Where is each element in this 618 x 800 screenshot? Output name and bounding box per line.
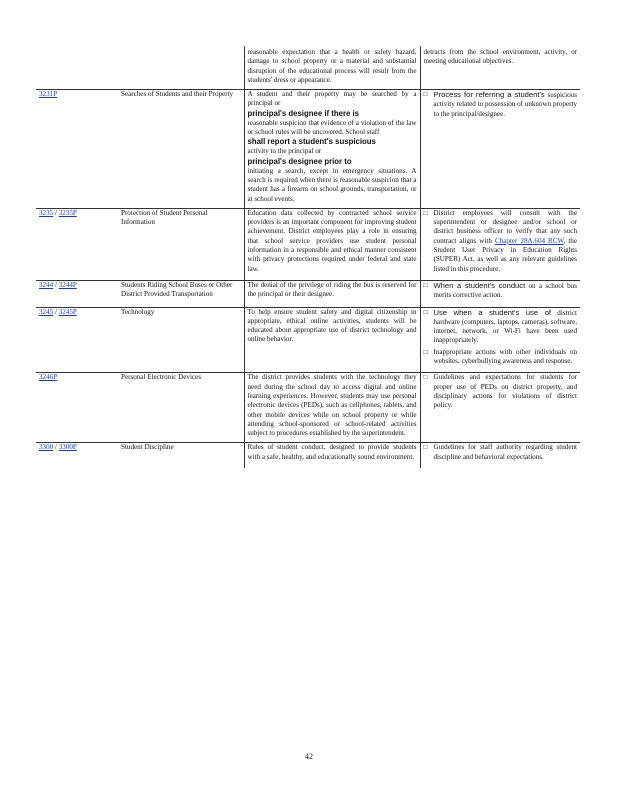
policy-code-cell: [36, 280, 118, 307]
policy-description: [244, 90, 420, 209]
table-row: [36, 373, 580, 443]
policy-title: Protection of Student Personal Information: [118, 208, 244, 280]
policy-title: Technology: [118, 307, 244, 373]
bullet-body: detracts from the school environment, activity, or meeting educational objectives.: [423, 48, 577, 66]
policy-title: Students Riding School Buses or Other District Provided Transportation: [118, 280, 244, 307]
policy-title: Searches of Students and their Property: [118, 90, 244, 209]
policy-title: Student Discipline: [118, 443, 244, 468]
procedure-notes: [420, 280, 580, 307]
policy-code-cell: [36, 373, 118, 443]
policy-code-cell: [36, 46, 118, 90]
description-text: Education data collected by contracted school service providers is an important component for improving student achievement. District employees play a role in ensuring that school service providers use student personal information in a responsible and ethical manner consistent with privacy protections required under federal and state law.: [247, 208, 417, 273]
policy-title: Personal Electronic Devices: [118, 373, 244, 443]
bullet-body: Guidelines and expectations for students for proper use of PEDs on district property, and disciplinary actions for violations of district policy.: [433, 373, 577, 410]
description-text: reasonable expectation that a health or safety hazard, damage to school property or a material and substantial disruption of the educational process will result from the students' dress or appearance.: [247, 48, 417, 84]
bullet-box-icon: □: [423, 348, 428, 356]
policy-title: [118, 46, 244, 90]
bullet-text: [424, 48, 578, 67]
policy-link[interactable]: 3231P: [39, 90, 58, 99]
bullet-body: Inappropriate actions with other individuals on websites, cyberbullying awareness and response.: [433, 347, 577, 366]
procedure-link[interactable]: 3244P: [58, 280, 77, 289]
procedure-notes: [420, 46, 580, 90]
description-text: The district provides students with the technology they need during the school day to access digital and online learning experiences. However, students may use personal electronic devices (PEDs), such as cellphones, tablets, and other mobile devices while on school property or while attending school-sponsored or school-related activities subject to procedures established by the superintendent.: [247, 373, 417, 438]
bullet-item: [424, 373, 578, 410]
policy-code-cell: [36, 307, 118, 373]
procedure-link[interactable]: 3245P: [58, 307, 77, 316]
bullet-item: [424, 348, 578, 367]
description-text: initiating a search, except in emergency situations. A search is required when there is reasonable suspicion that a student has a firearm on school grounds, transportation, or at school events.: [247, 166, 417, 203]
page-number: 42: [305, 752, 313, 761]
code-separator: /: [53, 280, 59, 289]
emphasized-text: principal's designee if there is: [247, 108, 359, 118]
bullet-box-icon: □: [423, 281, 428, 289]
bullet-body: District employees will consult with the superintendent or designee and/or school or district business officer to verify that any such contract aligns with: [433, 208, 577, 245]
table-row: [36, 208, 580, 280]
description-text: A student and their property may be searched by a principal or: [247, 90, 417, 108]
bullet-lead: Use when a student's use of: [433, 307, 552, 317]
description-text: The denial of the privilege of riding the bus is reserved for the principal or their designee.: [247, 280, 417, 299]
emphasized-text: principal's designee prior to: [247, 156, 352, 166]
bullet-item: [424, 308, 578, 346]
table-row: [36, 280, 580, 307]
procedure-link[interactable]: 3235P: [58, 208, 77, 217]
bullet-body: district hardware (computers, laptops, cameras), software, internet, network, or Wi-Fi have been used inappropriately.: [433, 308, 577, 345]
bullet-box-icon: □: [423, 374, 428, 382]
bullet-item: [424, 281, 578, 301]
procedure-notes: [420, 443, 580, 468]
bullet-box-icon: □: [423, 91, 428, 99]
policy-description: [244, 373, 420, 443]
bullet-text: [434, 308, 578, 346]
table-row: [36, 90, 580, 209]
bullet-item: [424, 48, 578, 67]
procedure-link[interactable]: 3300P: [58, 443, 77, 452]
procedure-notes: [420, 373, 580, 443]
bullet-text: [434, 373, 578, 410]
bullet-text: [434, 90, 578, 119]
policy-code-cell: [36, 90, 118, 209]
code-separator: /: [53, 307, 59, 316]
policy-description: [244, 46, 420, 90]
policy-link[interactable]: 3245: [39, 307, 54, 316]
bullet-tail: , the Student User Privacy in Education Rights (SUPER) Act, as well as any relevant guidelines listed in this procedure.: [433, 236, 577, 273]
policy-link[interactable]: 3300: [39, 443, 54, 452]
description-text: activity to the principal or: [247, 147, 322, 156]
bullet-box-icon: □: [423, 444, 428, 452]
policy-link[interactable]: 3235: [39, 208, 54, 217]
bullet-item: [424, 209, 578, 274]
rcw-link[interactable]: Chapter 28A.604 RCW: [494, 236, 564, 245]
description-text: To help ensure student safety and digital citizenship in appropriate, ethical online activities, students will be educated about appropriate use of district technology and online behavior.: [247, 307, 417, 344]
bullet-text: [434, 281, 578, 301]
procedure-notes: [420, 90, 580, 209]
bullet-box-icon: □: [423, 209, 428, 217]
policy-description: [244, 443, 420, 468]
table-row: [36, 307, 580, 373]
procedure-notes: [420, 307, 580, 373]
code-separator: /: [53, 208, 59, 217]
policy-description: [244, 280, 420, 307]
bullet-text: [434, 348, 578, 367]
emphasized-text: shall report a student's suspicious: [247, 137, 376, 147]
bullet-lead: When a student's conduct: [433, 280, 526, 290]
bullet-item: [424, 443, 578, 462]
policy-description: [244, 307, 420, 373]
bullet-lead: Process for referring a student's: [433, 90, 545, 100]
bullet-item: [424, 90, 578, 119]
policy-link[interactable]: 3246P: [39, 373, 58, 382]
bullet-body: suspicious activity related to possession of unknown property to the principal/designee.: [433, 91, 577, 118]
table-row: [36, 46, 580, 90]
policy-code-cell: [36, 208, 118, 280]
policy-link[interactable]: 3244: [39, 280, 54, 289]
procedure-notes: [420, 208, 580, 280]
description-text: Rules of student conduct, designed to provide students with a safe, healthy, and educationally sound environment.: [247, 443, 417, 461]
code-separator: /: [53, 443, 59, 452]
bullet-body: on a school bus merits corrective action.: [433, 281, 577, 300]
bullet-body: Guidelines for staff authority regarding student discipline and behavioral expectations.: [433, 443, 577, 461]
policy-description: [244, 208, 420, 280]
bullet-text: [434, 443, 578, 462]
bullet-box-icon: □: [423, 308, 428, 316]
policy-code-cell: [36, 443, 118, 468]
bullet-text: [434, 209, 578, 274]
policy-table: [36, 46, 580, 468]
description-text: reasonable suspicion that evidence of a violation of the law or school rules will be uncovered. School staff: [247, 118, 417, 137]
table-row: [36, 443, 580, 468]
